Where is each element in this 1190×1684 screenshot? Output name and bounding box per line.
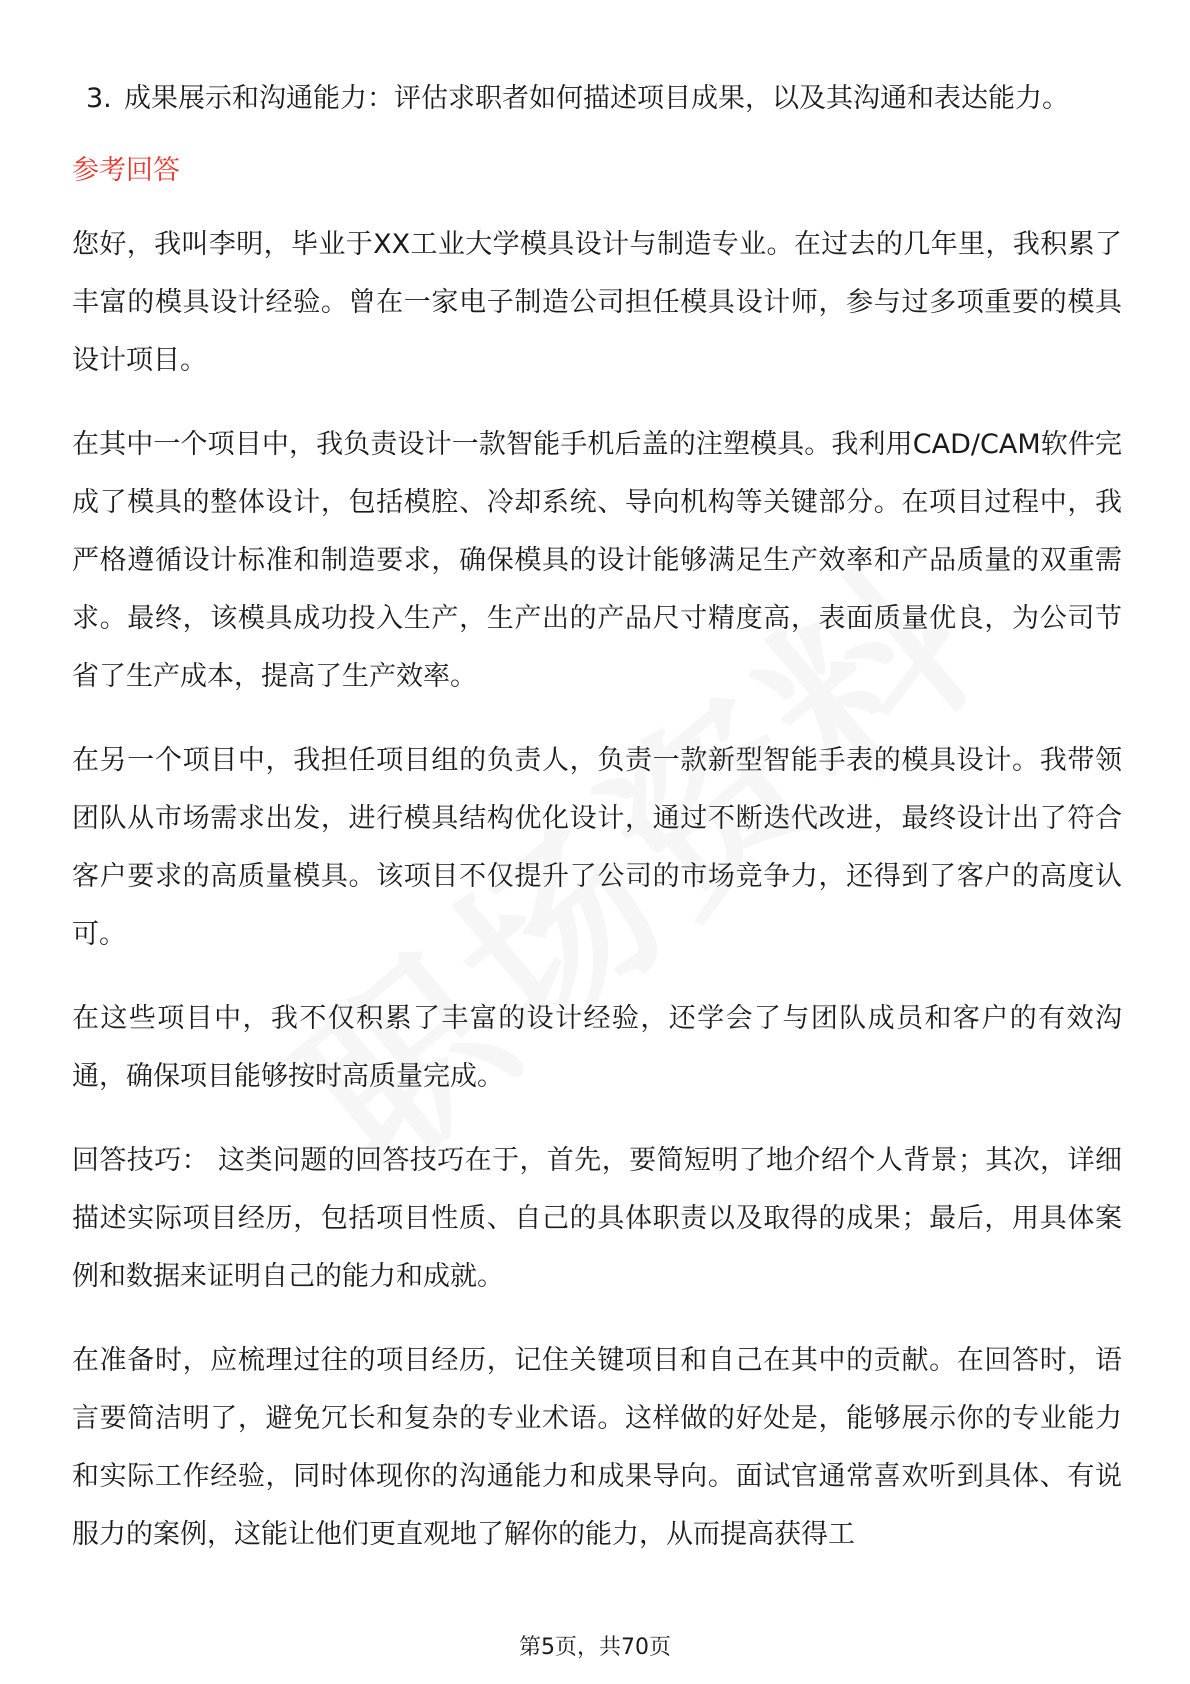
list-item-text: 成果展示和沟通能力：评估求职者如何描述项目成果，以及其沟通和表达能力。 xyxy=(124,83,1069,114)
list-item-3 xyxy=(72,70,1122,128)
paragraph-summary: 在这些项目中，我不仅积累了丰富的设计经验，还学会了与团队成员和客户的有效沟通，确保项目能够按时高质量完成。 xyxy=(72,1003,1122,1092)
paragraph-preparation: 在准备时，应梳理过往的项目经历，记住关键项目和自己在其中的贡献。在回答时，语言要简洁明了，避免冗长和复杂的专业术语。这样做的好处是，能够展示你的专业能力和实际工作经验，同时体现你的沟通能力和成果导向。面试官通常喜欢听到具体、有说服力的案例，这能让他们更直观地了解你的能力，从而提高获得工 xyxy=(72,1345,1122,1550)
paragraph-answer-tips: 回答技巧： 这类问题的回答技巧在于，首先，要简短明了地介绍个人背景；其次，详细描述实际项目经历，包括项目性质、自己的具体职责以及取得的成果；最后，用具体案例和数据来证明自己的能力和成就。 xyxy=(72,1145,1122,1292)
page-content xyxy=(72,70,1122,1590)
paragraph-intro: 您好，我叫李明，毕业于XX工业大学模具设计与制造专业。在过去的几年里，我积累了丰富的模具设计经验。曾在一家电子制造公司担任模具设计师，参与过多项重要的模具设计项目。 xyxy=(72,229,1122,376)
list-item-number: 3. xyxy=(86,83,112,114)
paragraph-project-one: 在其中一个项目中，我负责设计一款智能手机后盖的注塑模具。我利用CAD/CAM软件完成了模具的整体设计，包括模腔、冷却系统、导向机构等关键部分。在项目过程中，我严格遵循设计标准和制造要求，确保模具的设计能够满足生产效率和产品质量的双重需求。最终，该模具成功投入生产，生产出的产品尺寸精度高，表面质量优良，为公司节省了生产成本，提高了生产效率。 xyxy=(72,429,1122,692)
section-heading: 参考回答 xyxy=(72,155,180,186)
paragraph-project-two: 在另一个项目中，我担任项目组的负责人，负责一款新型智能手表的模具设计。我带领团队从市场需求出发，进行模具结构优化设计，通过不断迭代改进，最终设计出了符合客户要求的高质量模具。该项目不仅提升了公司的市场竞争力，还得到了客户的高度认可。 xyxy=(72,745,1122,950)
page-number-footer: 第5页，共70页 xyxy=(519,1635,671,1660)
